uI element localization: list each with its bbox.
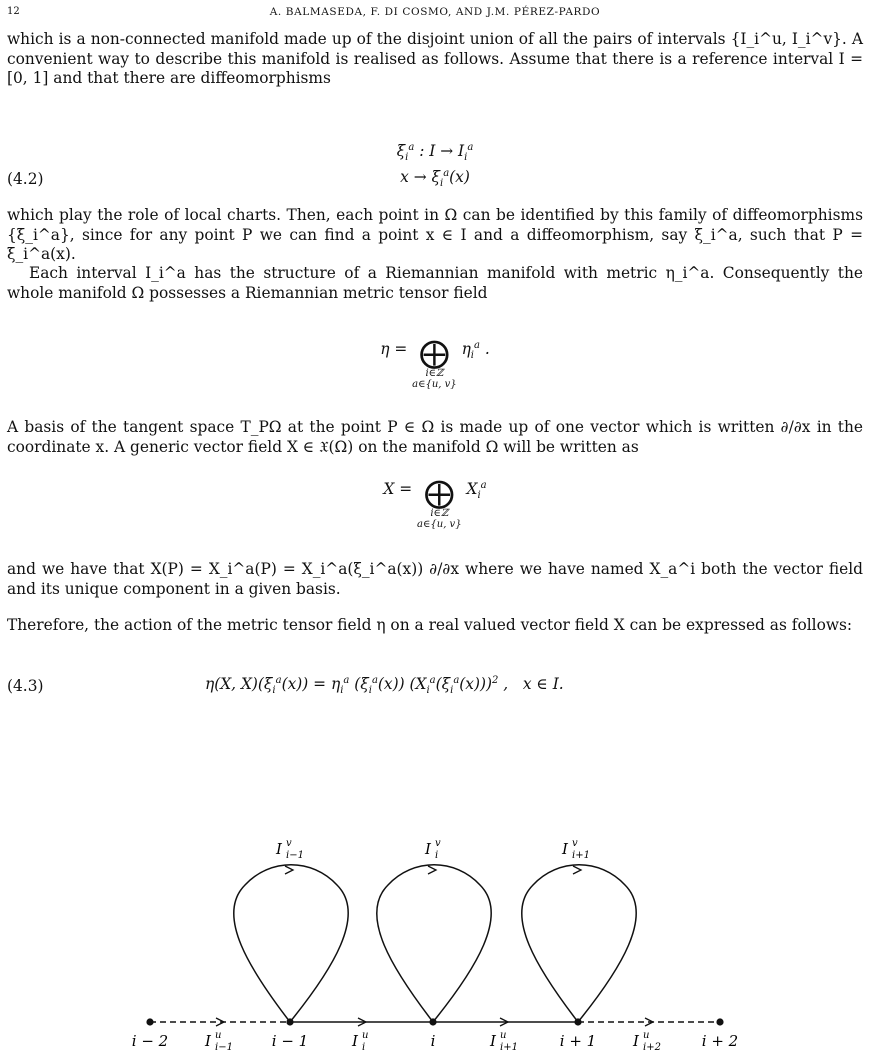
svg-text:I: I — [633, 1032, 639, 1050]
svg-text:I: I — [425, 840, 431, 858]
node-label-3: i — [430, 1032, 436, 1050]
edge-label-2 — [351, 1030, 368, 1053]
paragraph-6: Therefore, the action of the metric tensor field η on a real valued vector field X can be expressed as follows: — [7, 616, 853, 634]
svg-text:i: i — [362, 1042, 366, 1053]
loop-arrow-left — [285, 866, 293, 874]
node-label-1: i − 2 — [131, 1032, 169, 1050]
svg-text:i−1: i−1 — [286, 850, 304, 861]
edge-label-4 — [632, 1030, 661, 1053]
svg-text:i+2: i+2 — [643, 1042, 661, 1053]
equation-number-4-3: (4.3) — [7, 677, 44, 695]
loop-left — [234, 865, 349, 1022]
svg-text:I: I — [352, 1032, 358, 1050]
svg-text:u: u — [215, 1030, 222, 1041]
equation-4-2-line-1: $\xi_i^a$ : $I \to I_i^a$ — [396, 141, 474, 164]
svg-text:I: I — [276, 840, 282, 858]
vertex-i-plus-2 — [716, 1018, 723, 1025]
loop-arrow-right — [573, 866, 581, 874]
svg-text:v: v — [435, 838, 441, 849]
paragraph-3: Each interval I_i^a has the structure of a Riemannian manifold with metric η_i^a. Consequently the whole manifold Ω possesses a Riemannian metric tensor field — [7, 264, 863, 302]
svg-text:i+1: i+1 — [500, 1042, 518, 1053]
page-number: 12 — [7, 6, 20, 17]
svg-text:I: I — [490, 1032, 496, 1050]
vertex-i — [429, 1018, 436, 1025]
loop-right — [522, 865, 637, 1022]
paragraph-1: which is a non-connected manifold made up of the disjoint union of all the pairs of intervals {I_i^u, I_i^v}. A convenient way to describe this manifold is realised as follows. Assume that there is a reference interval I = [0, 1] and that there are diffeomorphisms — [7, 30, 863, 88]
svg-text:i−1: i−1 — [215, 1042, 233, 1053]
loop-label-1 — [275, 838, 304, 861]
svg-text:v: v — [572, 838, 578, 849]
edge-label-1 — [204, 1030, 233, 1053]
svg-text:u: u — [500, 1030, 507, 1041]
vertex-i-minus-2 — [146, 1018, 153, 1025]
node-label-2: i − 1 — [271, 1032, 309, 1050]
node-label-5: i + 2 — [701, 1032, 739, 1050]
node-label-4: i + 1 — [559, 1032, 597, 1050]
equation-4-3: η(X, $X)(\xi_i^a(x)) = \eta_i^a$ $(\xi_i^a(x))$ $(X_i^a(\xi_i^a(x)))^2$ , x ∈ I. — [205, 674, 564, 697]
paragraph-5: and we have that X(P) = X_i^a(P) = X_i^a(ξ_i^a(x)) ∂/∂x where we have named X_a^i both the vector field and its unique component in a given basis. — [7, 560, 863, 598]
equation-number-4-2: (4.2) — [7, 170, 44, 188]
loop-arrow-center — [428, 866, 436, 874]
svg-text:v: v — [286, 838, 292, 849]
svg-text:I: I — [205, 1032, 211, 1050]
metric-equation: η = ⨁ i∈ℤ a∈{u, v} $\eta_i^a$ . — [380, 336, 490, 390]
paragraph-2: which play the role of local charts. Then, each point in Ω can be identified by this family of diffeomorphisms {ξ_i^a}, since for any point P we can find a point x ∈ I and a diffeomorphism, say ξ_i^a, such that P = ξ_i^a(x). — [7, 206, 863, 264]
svg-text:u: u — [362, 1030, 369, 1041]
svg-text:I: I — [562, 840, 568, 858]
svg-text:i+1: i+1 — [572, 850, 590, 861]
loop-label-2 — [424, 838, 441, 861]
loop-center — [377, 865, 492, 1022]
equation-4-3-tail: x ∈ I. — [522, 675, 564, 693]
svg-text:i: i — [435, 850, 439, 861]
equation-4-2-line-2: $x \to \xi_i^a(x)$ — [400, 167, 470, 190]
vector-field-equation: X = ⨁ i∈ℤ a∈{u, v} $X_i^a$ — [383, 476, 487, 530]
vertex-i-plus-1 — [574, 1018, 581, 1025]
running-head: A. BALMASEDA, F. DI COSMO, AND J.M. PÉREZ-PARDO — [269, 6, 601, 18]
edge-label-3 — [489, 1030, 518, 1053]
paragraph-4: A basis of the tangent space T_PΩ at the point P ∈ Ω is made up of one vector which is written ∂/∂x in the coordinate x. A generic vector field X ∈ 𝔛(Ω) on the manifold Ω will be written as — [7, 418, 863, 456]
svg-text:u: u — [643, 1030, 650, 1041]
loop-label-3 — [561, 838, 590, 861]
graph-figure — [0, 820, 870, 1057]
vertex-i-minus-1 — [286, 1018, 293, 1025]
